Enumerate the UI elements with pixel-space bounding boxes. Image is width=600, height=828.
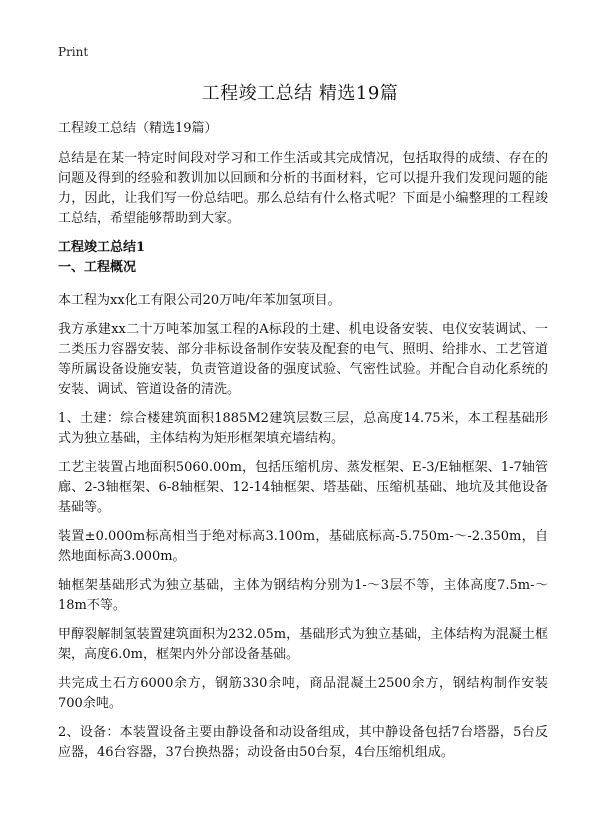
- intro-paragraph: 总结是在某一特定时间段对学习和工作生活或其完成情况，包括取得的成绩、存在的问题及得到的经验和教训加以回顾和分析的书面材料，它可以提升我们发现问题的能力，因此，让我们写一份总结吧。那么总结有什么格式呢？下面是小编整理的工程竣工总结，希望能够帮助到大家。: [58, 151, 548, 226]
- body-paragraph: 甲醇裂解制氢装置建筑面积为232.05m，基础形式为独立基础，主体结构为混凝土框架，高度6.0m，框架内外分部设备基础。: [58, 627, 548, 662]
- body-paragraph: 工艺主装置占地面积5060.00m，包括压缩机房、蒸发框架、E-3/E轴框架、1-7轴管廊、2-3轴框架、6-8轴框架、12-14轴框架、塔基础、压缩机基础、地坑及其他设备基础等。: [58, 460, 548, 515]
- document-title: 工程竣工总结 精选19篇: [201, 83, 399, 104]
- section-heading: 工程竣工总结1: [58, 240, 146, 255]
- subsection-heading: 一、工程概况: [58, 260, 137, 275]
- body-paragraph: 共完成土石方6000余方，钢筋330余吨，商品混凝土2500余方，钢结构制作安装700余吨。: [58, 676, 548, 711]
- body-paragraph: 装置±0.000m标高相当于绝对标高3.100m，基础底标高-5.750m-～-2.350m，自然地面标高3.000m。: [58, 529, 548, 564]
- body-paragraph: 1、土建：综合楼建筑面积1885M2建筑层数三层，总高度14.75米，本工程基础形式为独立基础，主体结构为矩形框架填充墙结构。: [58, 411, 548, 446]
- body-paragraph: 2、设备：本装置设备主要由静设备和动设备组成，其中静设备包括7台塔器，5台反应器，46台容器，37台换热器；动设备由50台泵，4台压缩机组成。: [58, 725, 548, 760]
- document-subtitle: 工程竣工总结（精选19篇）: [58, 121, 218, 136]
- body-paragraph: 本工程为xx化工有限公司20万吨/年苯加氢项目。: [58, 293, 341, 308]
- body-paragraph: 我方承建xx二十万吨苯加氢工程的A标段的土建、机电设备安装、电仪安装调试、一二类压力容器安装、部分非标设备制作安装及配套的电气、照明、给排水、工艺管道等所属设备设施安装，负责管道设备的强度试验、气密性试验。并配合自动化系统的安装、调试、管道设备的清洗。: [58, 322, 548, 397]
- document-body: [58, 119, 548, 772]
- print-link[interactable]: Print: [58, 45, 89, 59]
- body-paragraph: 轴框架基础形式为独立基础，主体为钢结构分别为1-～3层不等，主体高度7.5m-～18m不等。: [58, 578, 548, 613]
